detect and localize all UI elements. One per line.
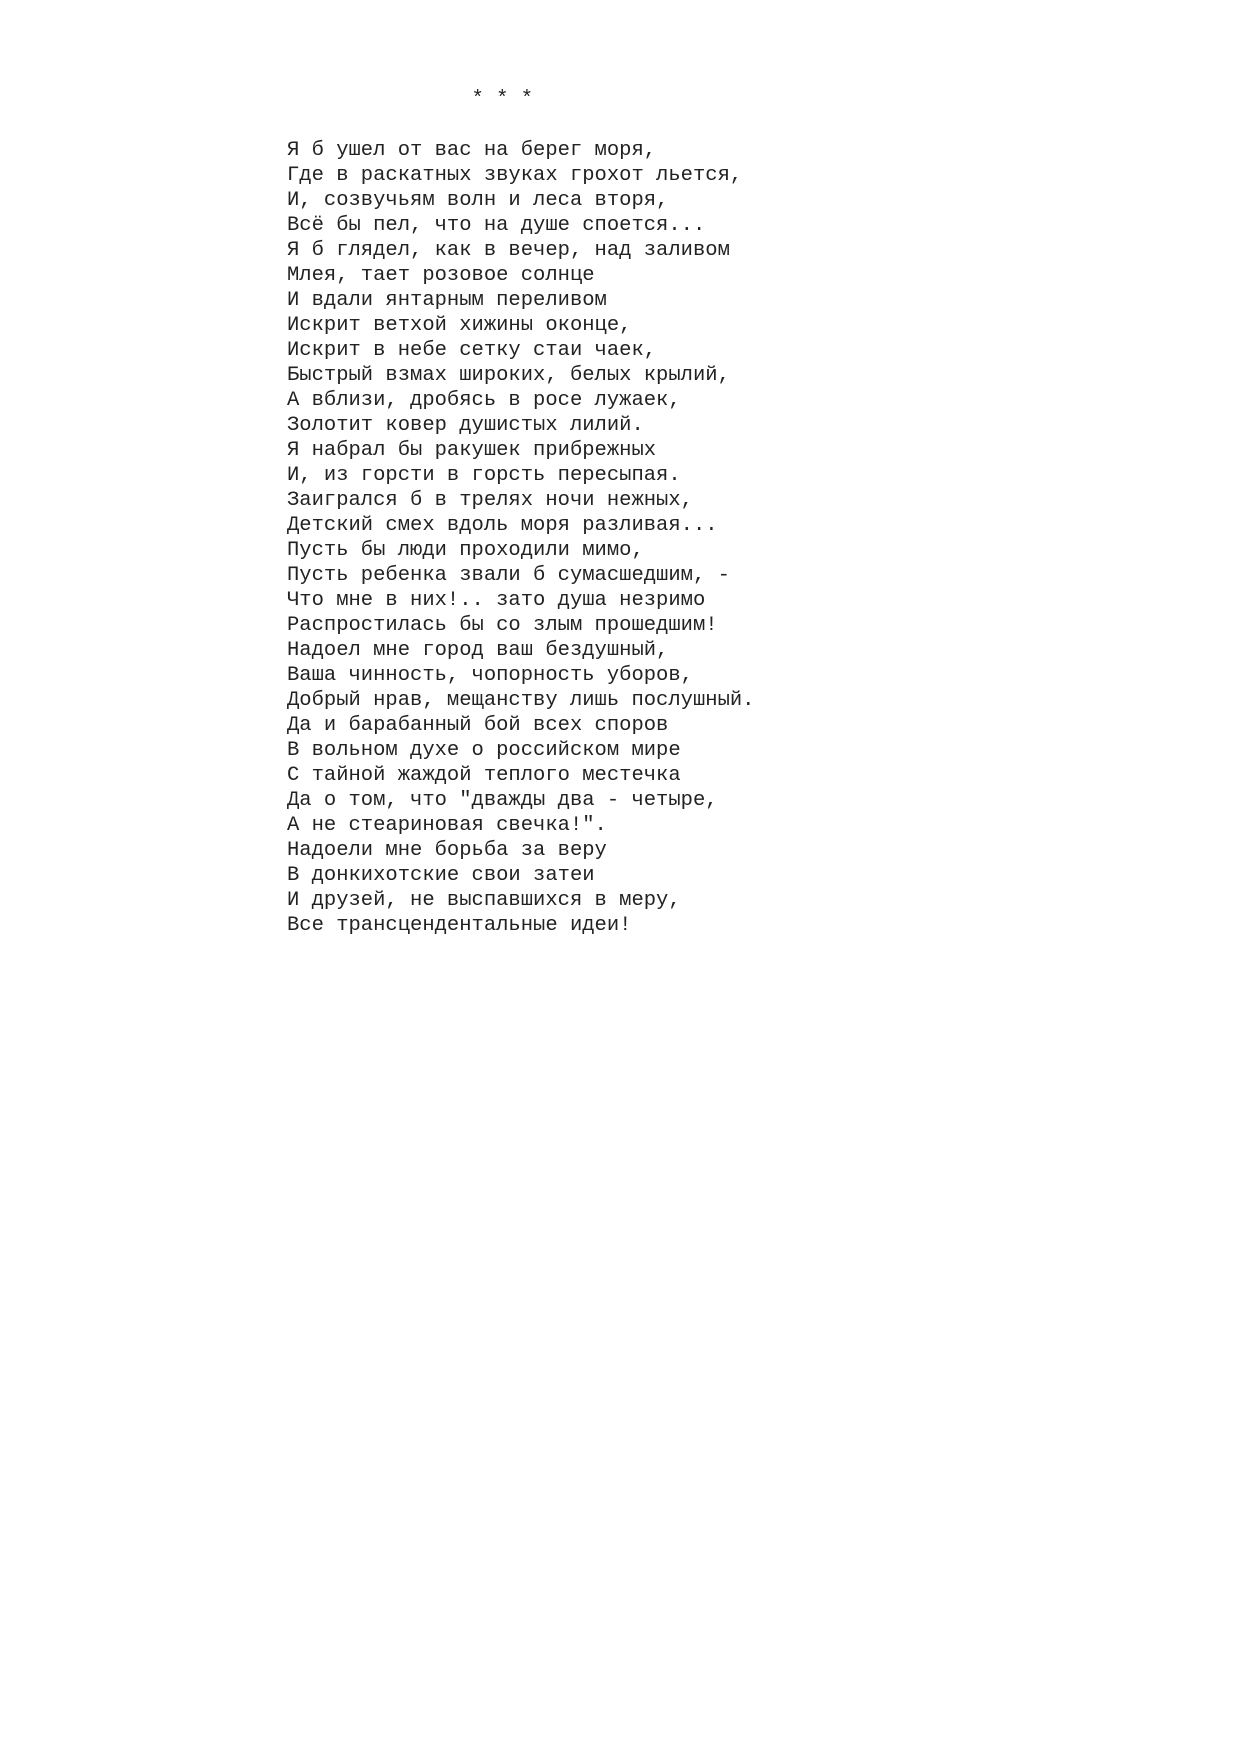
- poem-line: Да о том, что "дважды два - четыре,: [287, 789, 718, 812]
- poem-line: Я б ушел от вас на берег моря,: [287, 139, 657, 162]
- poem-line: В донкихотские свои затеи: [287, 864, 595, 887]
- poem-line: А не стеариновая свечка!".: [287, 814, 607, 837]
- poem-line: И вдали янтарным переливом: [287, 289, 607, 312]
- poem-line: Пусть ребенка звали б сумасшедшим, -: [287, 564, 730, 587]
- poem-line: И, созвучьям волн и леса вторя,: [287, 189, 669, 212]
- poem-line: И друзей, не выспавшихся в меру,: [287, 889, 681, 912]
- poem-line: Распростилась бы со злым прошедшим!: [287, 614, 718, 637]
- poem-line: В вольном духе о российском мире: [287, 739, 681, 762]
- poem-line: Искрит ветхой хижины оконце,: [287, 314, 632, 337]
- poem-line: Надоел мне город ваш бездушный,: [287, 639, 669, 662]
- poem-line: Золотит ковер душистых лилий.: [287, 414, 644, 437]
- section-separator: * * *: [287, 88, 534, 111]
- poem-line: Надоели мне борьба за веру: [287, 839, 607, 862]
- poem-line: А вблизи, дробясь в росе лужаек,: [287, 389, 681, 412]
- poem-line: Пусть бы люди проходили мимо,: [287, 539, 644, 562]
- poem-line: Да и барабанный бой всех споров: [287, 714, 669, 737]
- poem-line: Искрит в небе сетку стаи чаек,: [287, 339, 657, 362]
- poem-line: Ваша чинность, чопорность уборов,: [287, 664, 693, 687]
- poem-line: Быстрый взмах широких, белых крылий,: [287, 364, 730, 387]
- poem-line: Заигрался б в трелях ночи нежных,: [287, 489, 693, 512]
- poem-lines: [287, 138, 754, 938]
- poem-line: Я набрал бы ракушек прибрежных: [287, 439, 657, 462]
- poem-line: Все трансцендентальные идеи!: [287, 914, 632, 937]
- poem-line: Что мне в них!.. зато душа незримо: [287, 589, 706, 612]
- poem-line: Добрый нрав, мещанству лишь послушный.: [287, 689, 755, 712]
- poem-line: Всё бы пел, что на душе споется...: [287, 214, 706, 237]
- poem-line: Млея, тает розовое солнце: [287, 264, 595, 287]
- poem: [287, 86, 754, 938]
- poem-line: Где в раскатных звуках грохот льется,: [287, 164, 743, 187]
- poem-line: И, из горсти в горсть пересыпая.: [287, 464, 681, 487]
- poem-line: Детский смех вдоль моря разливая...: [287, 514, 718, 537]
- poem-line: Я б глядел, как в вечер, над заливом: [287, 239, 730, 262]
- poem-line: С тайной жаждой теплого местечка: [287, 764, 681, 787]
